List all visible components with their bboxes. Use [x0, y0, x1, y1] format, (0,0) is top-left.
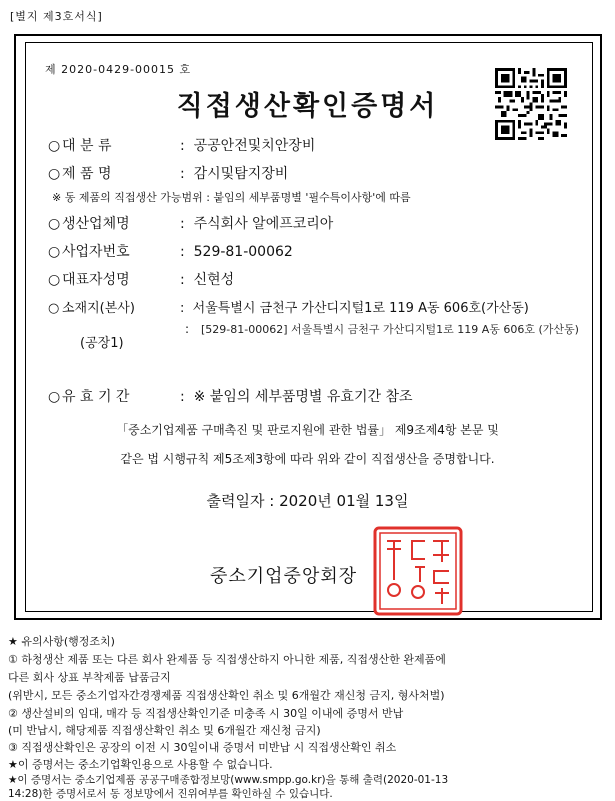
field-label: 대 분 류: [62, 138, 112, 154]
bullet-icon: ○: [48, 216, 61, 232]
field-headquarters-address: [48, 297, 529, 316]
bullet-icon: ○: [48, 301, 60, 316]
field-separator: :: [180, 166, 185, 182]
field-value: 공공안전및치안장비: [193, 138, 316, 154]
issuer-name: 중소기업중앙회장: [210, 566, 358, 587]
footer-line: (미 반납시, 해당제품 직접생산확인 취소 및 6개월간 재신청 금지): [8, 724, 321, 737]
legal-statement-line: 같은 법 시행규칙 제5조제3항에 따라 위와 같이 직접생산을 증명합니다.: [120, 452, 495, 466]
field-separator: :: [180, 272, 185, 288]
footer-line: ★이 증명서는 중소기업제품 공공구매종합정보망(www.smpp.go.kr)을 통해 출력(2020-01-13: [8, 774, 449, 786]
footer-line: ① 하청생산 제품 또는 다른 회사 완제품 등 직접생산하지 아니한 제품, 직접생산한 완제품에: [8, 653, 446, 666]
bullet-icon: ○: [48, 389, 61, 405]
bullet-icon: ○: [48, 244, 61, 260]
certificate-number: 제 2020-0429-00015 호: [45, 63, 192, 76]
field-separator: :: [180, 389, 185, 405]
field-label: 대표자성명: [62, 272, 130, 288]
official-seal-icon: [373, 526, 463, 616]
field-representative: [48, 269, 234, 289]
field-separator: :: [180, 216, 185, 232]
field-label: 사업자번호: [62, 244, 130, 260]
field-value: 신현성: [193, 272, 235, 288]
legal-statement-line: 「중소기업제품 구매촉진 및 판로지원에 관한 법률」 제9조제4항 본문 및: [116, 423, 499, 437]
footer-line: 다른 회사 상표 부착제품 납품금지: [8, 671, 171, 684]
field-company-name: [48, 213, 333, 233]
factory-separator: :: [185, 322, 190, 336]
field-value: 감시및탐지장비: [193, 166, 289, 182]
footer-line: ③ 직접생산확인은 공장의 이전 시 30일이내 증명서 미반납 시 직접생산확인 취소: [8, 741, 397, 754]
footer-line: ★이 증명서는 중소기업확인용으로 사용할 수 없습니다.: [8, 758, 273, 771]
factory-label: (공장1): [80, 336, 124, 351]
field-separator: :: [180, 301, 185, 316]
bullet-icon: ○: [48, 166, 61, 182]
certificate-title: 직접생산확인증명서: [176, 91, 439, 122]
factory-address: [529-81-00062] 서울특별시 금천구 가산디지털1로 119 A동 606호 (가산동): [201, 323, 579, 336]
footer-line: ② 생산설비의 임대, 매각 등 직접생산확인기준 미충족 시 30일 이내에 증명서 반납: [8, 707, 404, 720]
footer-line: 14:28)한 증명서로서 동 정보망에서 진위여부를 확인하실 수 있습니다.: [8, 788, 333, 800]
field-business-number: [48, 241, 293, 261]
field-value: 서울특별시 금천구 가산디지털1로 119 A동 606호(가산동): [192, 301, 529, 316]
field-label: 생산업체명: [62, 216, 130, 232]
scope-note: ※ 동 제품의 직접생산 가능범위 : 붙임의 세부품명별 '필수특이사항'에 따름: [52, 191, 411, 204]
field-value: ※ 붙임의 세부품명별 유효기간 참조: [193, 389, 413, 405]
footer-line: ★ 유의사항(행정조치): [8, 635, 115, 648]
field-value: 529-81-00062: [193, 244, 293, 260]
field-label: 제 품 명: [62, 166, 112, 182]
bullet-icon: ○: [48, 272, 61, 288]
field-separator: :: [180, 244, 185, 260]
output-date: 출력일자 : 2020년 01월 13일: [206, 492, 409, 510]
legal-statement: [40, 416, 575, 474]
footer-line: (위반시, 모든 중소기업자간경쟁제품 직접생산확인 취소 및 6개월간 재신청 금지, 형사처벌): [8, 689, 445, 702]
field-validity-period: [48, 386, 413, 406]
form-number-tag: [별지 제3호서식]: [10, 10, 103, 23]
field-product-name: [48, 163, 288, 183]
field-value: 주식회사 알에프코리아: [193, 216, 334, 232]
bullet-icon: ○: [48, 138, 61, 154]
field-label: 유 효 기 간: [62, 389, 130, 405]
field-label: 소재지(본사): [62, 301, 135, 316]
field-separator: :: [180, 138, 185, 154]
field-category: [48, 135, 315, 155]
